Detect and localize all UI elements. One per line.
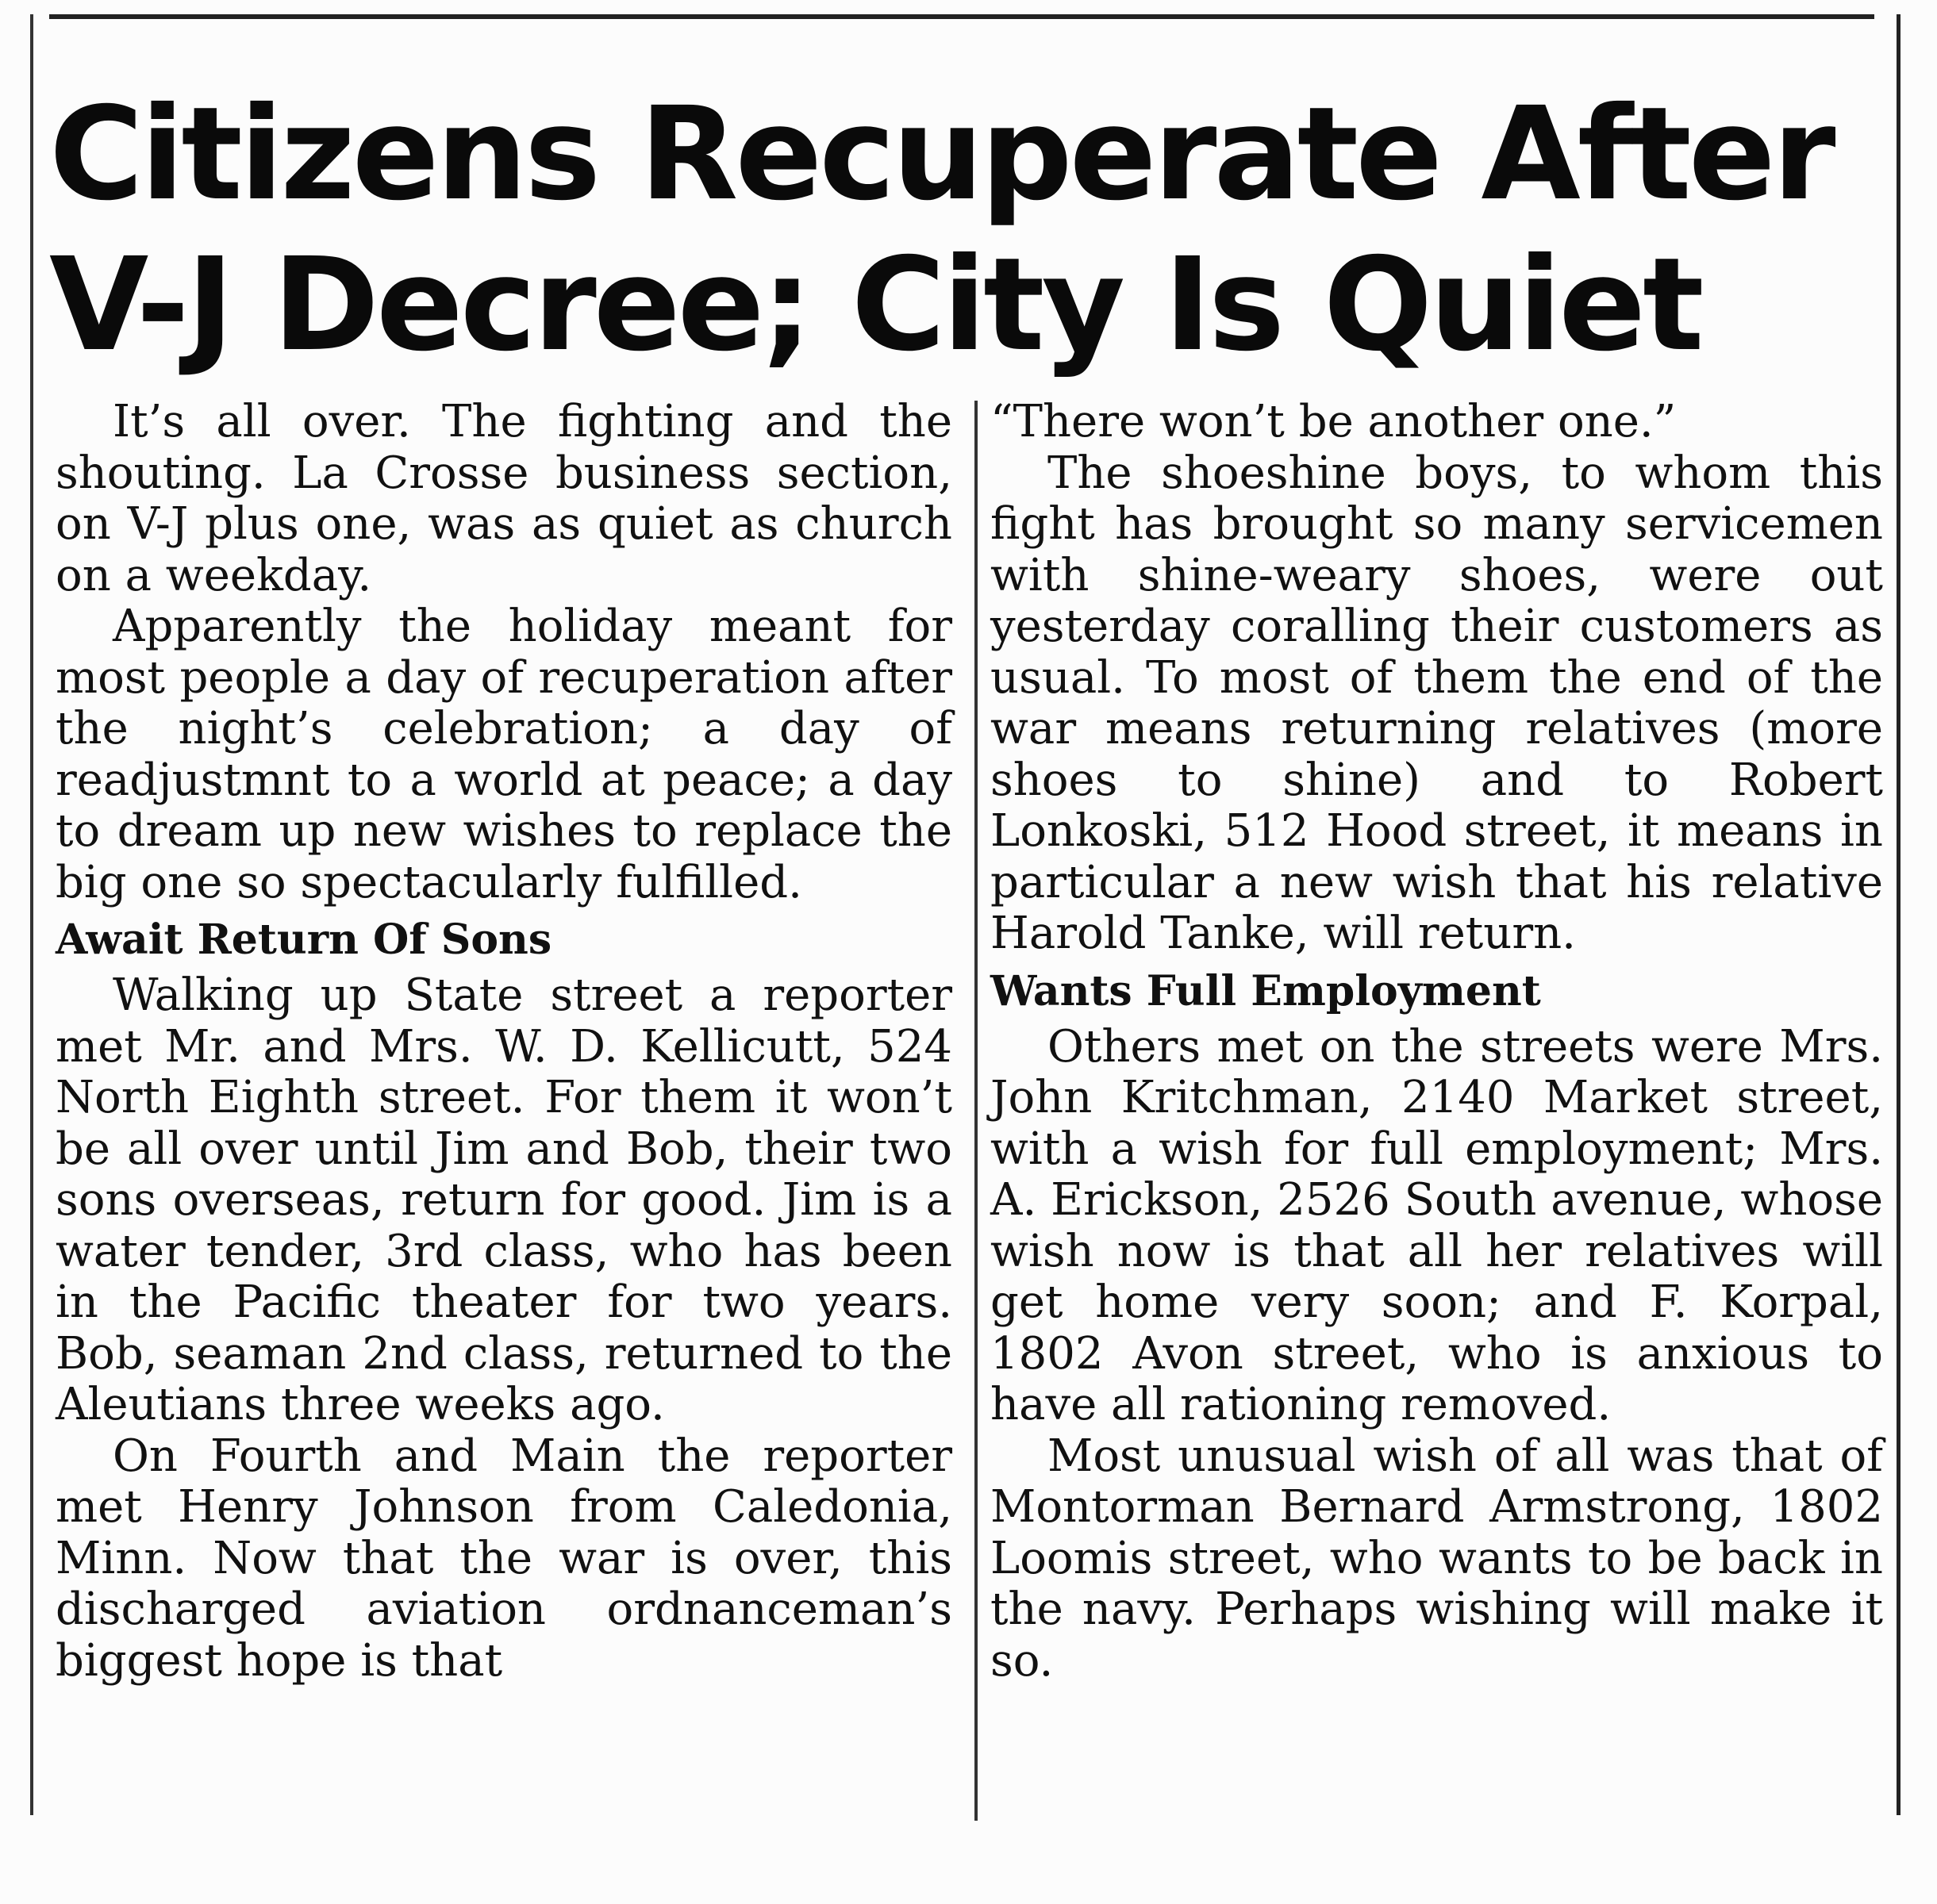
paragraph: It’s all over. The fighting and the shouting. La Crosse business section, on V-J plus one, was as quiet as church on a weekday. bbox=[56, 396, 952, 601]
paragraph: On Fourth and Main the reporter met Henry Johnson from Caledonia, Minn. Now that the war is over, this discharged aviation ordnanceman’s biggest hope is that bbox=[56, 1430, 952, 1687]
paragraph: The shoeshine boys, to whom this fight has brought so many servicemen with shine-weary shoes, were out yesterday coralling their customers as usual. To most of them the end of the war means returning relatives (more shoes to shine) and to Robert Lonkoski, 512 Hood street, it means in particular a new wish that his relative Harold Tanke, will return. bbox=[990, 447, 1883, 959]
subheading-full-employment: Wants Full Employment bbox=[990, 966, 1541, 1015]
column-divider bbox=[974, 401, 978, 1821]
paragraph: Most unusual wish of all was that of Montorman Bernard Armstrong, 1802 Loomis street, who wants to be back in the navy. Perhaps wishing will make it so. bbox=[990, 1430, 1883, 1687]
paragraph: Walking up State street a reporter met Mr. and Mrs. W. D. Kellicutt, 524 North Eighth street. For them it won’t be all over until Jim and Bob, their two sons overseas, return for good. Jim is a water tender, 3rd class, who has been in the Pacific theater for two years. Bob, seaman 2nd class, returned to the Aleutians three weeks ago. bbox=[56, 969, 952, 1430]
paragraph: Apparently the holiday meant for most people a day of recuperation after the night’s celebration; a day of readjustmnt to a world at peace; a day to dream up new wishes to replace the big one so spectacularly fulfilled. bbox=[56, 601, 952, 908]
paragraph: Others met on the streets were Mrs. John Kritchman, 2140 Market street, with a wish for full employment; Mrs. A. Erickson, 2526 South avenue, whose wish now is that all her relatives will get home very soon; and F. Korpal, 1802 Avon street, who is anxious to have all rationing removed. bbox=[990, 1020, 1883, 1430]
column-right bbox=[990, 397, 1883, 1687]
subheading-await-return: Await Return Of Sons bbox=[56, 916, 552, 964]
top-rule bbox=[49, 14, 1874, 19]
paragraph: “There won’t be another one.” bbox=[990, 396, 1677, 447]
headline-line-1: Citizens Recuperate After bbox=[49, 80, 1833, 229]
left-rule bbox=[30, 14, 33, 1815]
headline bbox=[49, 79, 1833, 381]
right-rule bbox=[1897, 14, 1900, 1815]
headline-line-2: V-J Decree; City Is Quiet bbox=[49, 231, 1701, 380]
column-left bbox=[56, 397, 952, 1687]
